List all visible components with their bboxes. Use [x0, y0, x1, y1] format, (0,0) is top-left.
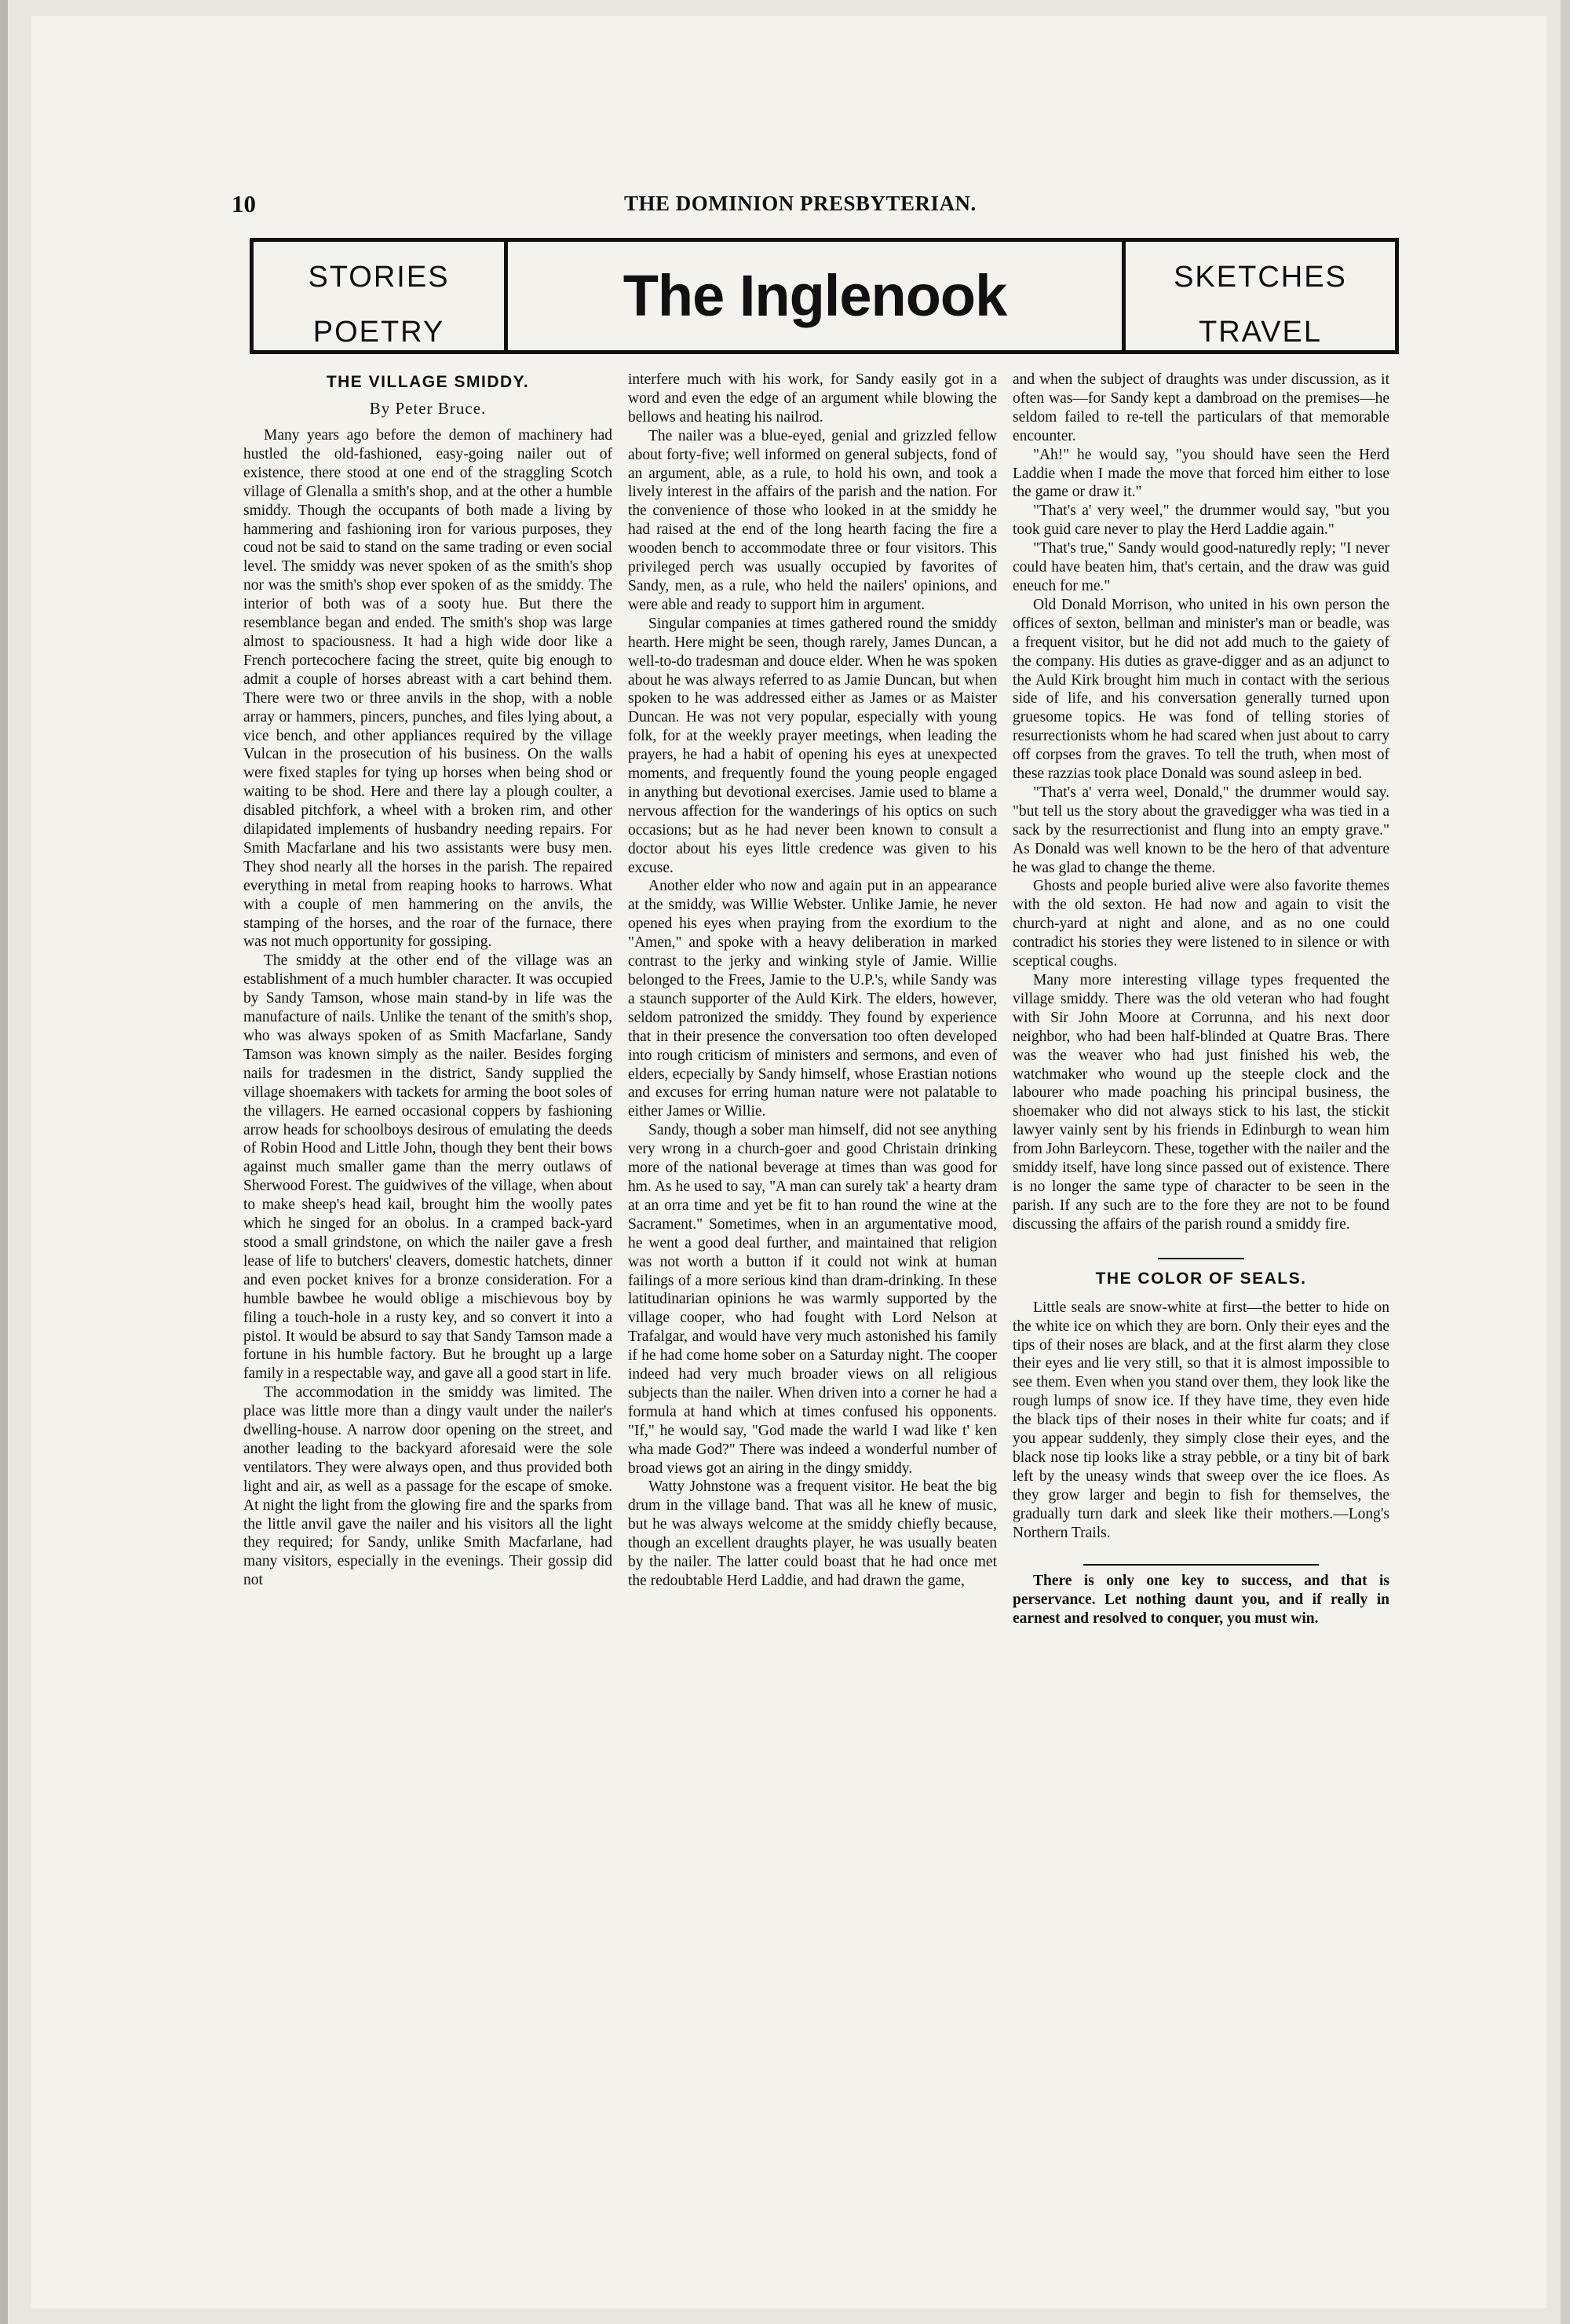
paragraph: Little seals are snow-white at first—the better to hide on the white ice on which they are born. Only their eyes and the tips of their noses are black, and at the first alarm they close their eyes and lie very still, so that it is almost impossible to see them. Even when you stand over them, they look like the rough lumps of snow ice. If they have time, they even hide the black tips of their noses in their white fur coats; and if you appear suddenly, they simply close their eyes, and the black nose tip looks like a stray pebble, or a tiny bit of bark left by the uneasy winds that sweep over the ice floes. As they grow larger and begin to fish for themselves, the gradually turn dark and sleek like their mothers.—Long's Northern Trails. [1013, 1299, 1389, 1541]
section-banner [250, 238, 1399, 354]
paragraph: Another elder who now and again put in an appearance at the smiddy, was Willie Webster. Unlike Jamie, he never opened his eyes when praying from the exordium to the "Amen," and spoke with a heavy deliberation in marked contrast to the jerky and winking style of Jamie. Willie belonged to the Frees, Jamie to the U.P.'s, while Sandy was a staunch supporter of the Auld Kirk. The elders, however, seldom patronized the smiddy. They found by experience that in their presence the conversation too often developed into rough criticism of ministers and sermons, and even of elders, ecpecially by Sandy himself, whose Erastian notions and excuses for erring human nature were not palatable to either James or Willie. [628, 878, 997, 1120]
paragraph: "Ah!" he would say, "you should have seen the Herd Laddie when I made the move that forced him either to lose the game or draw it." [1013, 446, 1389, 501]
banner-left-box [254, 242, 508, 350]
paragraph: The smiddy at the other end of the village was an establishment of a much humbler character. It was occupied by Sandy Tamson, whose main stand-by in life was the manufacture of nails. Unlike the tenant of the smith's shop, who was always spoken of as Smith Macfarlane, Sandy Tamson was known simply as the nailer. Besides forging nails for tradesmen in the district, Sandy supplied the village shoemakers with tackets for arming the boot soles of the villagers. He earned occasional coppers by fashioning arrow heads for schoolboys desirous of emulating the deeds of Robin Hood and Little John, though they bent their bows against much smaller game than the merry outlaws of Sherwood Forest. The guidwives of the village, when about to make sheep's head kail, brought him the woolly pates which he singed for an obolus. In a cramped back-yard stood a small grindstone, on which the nailer gave a fresh lease of life to butchers' cleavers, domestic hatchets, dinner and even pocket knives for a bronze consideration. For a humble bawbee he would oblige a mischievous boy by filing a touch-hole in a rusty key, and so convert it into a pistol. It would be absurd to say that Sandy Tamson made a fortune in his humble factory. But he brought up a large family in a respectable way, and gave all a good start in life. [243, 952, 612, 1383]
paragraph: Watty Johnstone was a frequent visitor. He beat the big drum in the village band. That was all he knew of music, but he was always welcome at the smiddy chiefly because, though an excellent draughts player, he was usually beaten by the nailer. The latter could boast that he had once met the redoubtable Herd Laddie, and had drawn the game, [628, 1478, 997, 1589]
paragraph: Ghosts and people buried alive were also favorite themes with the old sexton. He had now and again to visit the church-yard at night and alone, and as no one could contradict his stories they were listened to in silence or with sceptical coughs. [1013, 878, 1389, 970]
paragraph: Sandy, though a sober man himself, did not see anything very wrong in a church-goer and good Christain drinking more of the national beverage at times than was good for hm. As he used to say, "A man can surely tak' a hearty dram at an orra time and yet be fit to han round the wine at the Sacrament." Sometimes, when in an argumentative mood, he went a good deal further, and maintained that religion was not worth a button if it could not wink at human failings of a more serious kind than dram-drinking. In these latitudinarian opinions he was warmly supported by the village cooper, who had fought with Lord Nelson at Trafalgar, and would have very much astonished his family if he had come home sober on a Saturday night. The cooper indeed had very much broader views on all religious subjects than the nailer. When driven into a corner he had a formula at hand which at times confused his opponents. "If," he would say, "God made the warld I wad like t' ken wha made God?" There was indeed a wonderful number of broad views got an airing in the dingy smiddy. [628, 1122, 997, 1477]
closing-quote [1013, 1572, 1389, 1628]
paragraph: The nailer was a blue-eyed, genial and grizzled fellow about forty-five; well informed on general subjects, fond of an argument, able, as a rule, to hold his own, and took a lively interest in the affairs of the parish and the nation. For the convenience of those who looked in at the smiddy he had raised at the end of the long hearth facing the fire a wooden bench to accommodate three or four visitors. This privileged perch was usually occupied by favorites of Sandy, men, as a rule, who held the nailers' opinions, and were able and ready to support him in argument. [628, 427, 997, 613]
paragraph: Many more interesting village types frequented the village smiddy. There was the old veteran who had fought with Sir John Moore at Corrunna, and his next door neighbor, who had been half-blinded at Quatre Bras. There was the weaver who had just finished his web, the watchmaker who wound up the steeple clock and the labourer who made poaching his principal business, the shoemaker who did not always stick to his last, the stickit lawyer vainly sent by his friends in Edinburgh to wean him from John Barleycorn. These, together with the nailer and the smiddy itself, have long since passed out of existence. There is no longer the same type of character to be seen in the parish. If any such are to the fore they are not to be found discussing the affairs of the parish round a smiddy fire. [1013, 972, 1389, 1233]
article-byline: By Peter Bruce. [369, 399, 487, 418]
paragraph: Singular companies at times gathered round the smiddy hearth. Here might be seen, though rarely, James Duncan, a well-to-do tradesman and douce elder. When he was spoken about he was always referred to as Jamie Duncan, but when spoken to he was addressed either as James or as Maister Duncan. He was not very popular, especially with young folk, for at the weekly prayer meetings, when leading the prayers, he had a habit of opening his eyes at unexpected moments, and frequently found the young people engaged in anything but devotional exercises. Jamie used to blame a nervous affection for the wanderings of his optics on such occasions; but as he had never been known to consult a doctor about his eyes little credence was given to his excuse. [628, 615, 997, 876]
banner-right-box [1122, 242, 1395, 350]
paragraph: Many years ago before the demon of machinery had hustled the old-fashioned, easy-going nailer out of existence, there stood at one end of the straggling Scotch village of Glenalla a smith's shop, and at the other a humble smiddy. Though the occupants of both made a living by hammering and fashioning iron for various purposes, they coud not be said to stand on the same trading or even social level. The smiddy was never spoken of as the smith's shop nor was the smith's shop ever spoken of as the smiddy. The interior of both was of a sooty hue. But there the resemblance began and ended. The smith's shop was large almost to spaciousness. It had a high wide door like a French portecochere facing the street, quite big enough to admit a couple of horses abreast with a cart behind them. There were two or three anvils in the shop, with a noble array or hammers, pincers, punches, and files lying about, a vice bench, and other appliances required by the village Vulcan in the prosecution of his business. On the walls were fixed staples for tying up horses when being shod or waiting to be shod. Here and there lay a plough coulter, a disabled pitchfork, a wheel with a broken rim, and other dilapidated implements of husbandry needing repairs. For Smith Macfarlane and his two assistants were busy men. They shod nearly all the horses in the parish. The repaired everything in metal from reaping hooks to harrows. What with a couple of men hammering on the anvils, the stamping of the horses, and the roar of the furnace, there was not much opportunity for gossiping. [243, 427, 612, 951]
paragraph: "That's true," Sandy would good-naturedly reply; "I never could have beaten him, that's certain, and the draw was guid eneuch for me." [1013, 540, 1389, 594]
banner-title: The Inglenook [623, 263, 1007, 328]
article-title: THE COLOR OF SEALS. [1095, 1269, 1307, 1288]
column-2 [628, 371, 997, 1591]
banner-right-line: SKETCHES [1174, 261, 1347, 294]
article-divider [1158, 1258, 1244, 1259]
paragraph: "That's a' very weel," the drummer would say, "but you took guid care never to play the Herd Laddie again." [1013, 502, 1389, 539]
newspaper-page [31, 16, 1546, 2308]
journal-title: THE DOMINION PRESBYTERIAN. [624, 192, 977, 215]
column-1 [243, 371, 612, 1590]
paragraph: The accommodation in the smiddy was limited. The place was little more than a dingy vault under the nailer's dwelling-house. A narrow door opening on the street, and another leading to the backyard aforesaid were the sole ventilators. They were always open, and thus provided both light and air, as well as a passage for the escape of smoke. At night the light from the glowing fire and the sparks from the little anvil gave the nailer and his visitors all the light they required; for Sandy, unlike Smith Macfarlane, had many visitors, especially in the evenings. Their gossip did not [243, 1384, 612, 1589]
article-title: THE VILLAGE SMIDDY. [326, 373, 530, 391]
page-number: 10 [232, 190, 256, 217]
running-head [31, 190, 1546, 221]
paragraph: and when the subject of draughts was under discussion, as it often was—for Sandy kept a dambroad on the premises—he seldom failed to re-tell the particulars of that memorable encounter. [1013, 371, 1389, 444]
banner-title-box [508, 242, 1122, 350]
column-3 [1013, 371, 1389, 1628]
paragraph: "That's a' verra weel, Donald," the drummer would say. "but tell us the story about the gravedigger wha was tied in a sack by the resurrectionist and flung into an empty grave." As Donald was well known to be the hero of that adventure he was glad to change the theme. [1013, 784, 1389, 876]
quote-text: There is only one key to success, and that is perservance. Let nothing daunt you, and if really in earnest and resolved to conquer, you must win. [1013, 1573, 1389, 1628]
banner-right-line: TRAVEL [1198, 316, 1322, 349]
banner-left-line: POETRY [312, 316, 445, 349]
scan-left-edge [0, 0, 8, 2324]
paragraph: Old Donald Morrison, who united in his own person the offices of sexton, bellman and minister's man or beadle, was a frequent visitor, but he did not add much to the gaiety of the company. His duties as grave-digger and as an adjunct to the Auld Kirk brought him much in contact with the serious side of life, and his conversation generally turned upon gruesome topics. He was fond of telling stories of resurrectionists whom he had scared when just about to carry off corpses from the graves. To tell the truth, when most of these razzias took place Donald was sound asleep in bed. [1013, 596, 1389, 783]
article-divider [1083, 1564, 1319, 1566]
banner-left-line: STORIES [308, 261, 450, 294]
paragraph: interfere much with his work, for Sandy easily got in a word and even the edge of an argument while blowing the bellows and heating his nailrod. [628, 371, 997, 426]
scan-right-edge [1561, 0, 1570, 2324]
